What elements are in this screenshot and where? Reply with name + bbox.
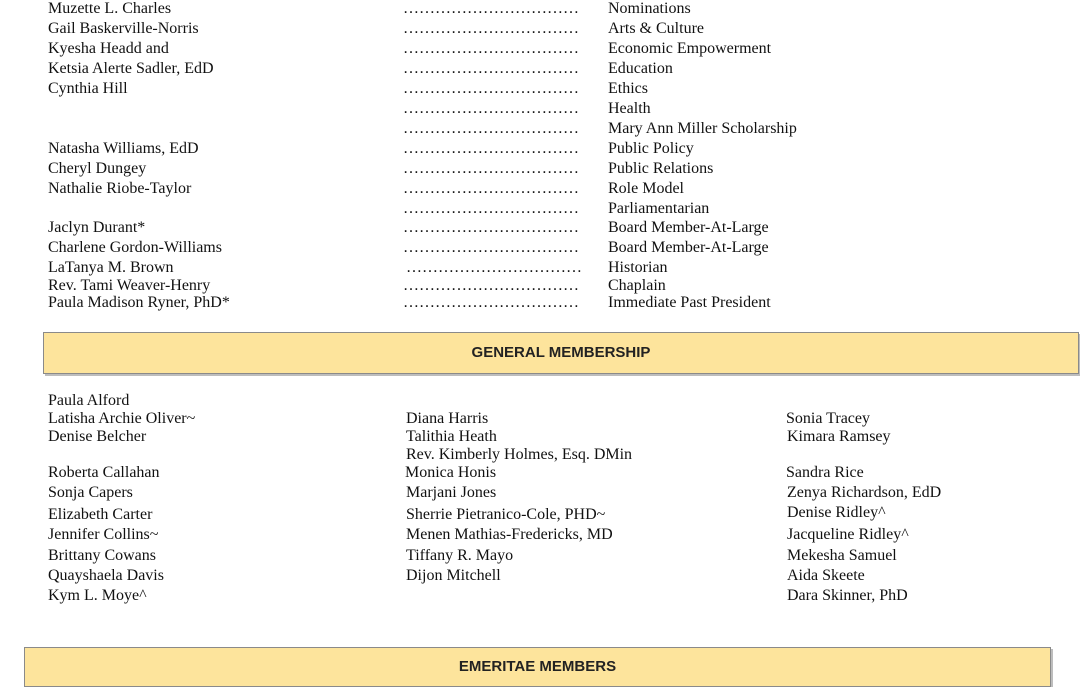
board-name: Muzette L. Charles	[48, 0, 172, 17]
board-role: Arts & Culture	[608, 20, 704, 37]
member-name: Mekesha Samuel	[787, 547, 897, 564]
member-name: Rev. Kimberly Holmes, Esq. DMin	[406, 446, 633, 463]
dot-leader: ……………………………	[403, 294, 579, 311]
board-role: Immediate Past President	[608, 294, 771, 311]
board-role: Mary Ann Miller Scholarship	[608, 120, 797, 137]
member-name: Monica Honis	[405, 464, 497, 481]
board-role: Board Member-At-Large	[608, 239, 769, 256]
dot-leader: ……………………………	[403, 277, 579, 294]
member-name: Jennifer Collins~	[48, 526, 159, 543]
board-name: Jaclyn Durant*	[48, 219, 146, 236]
board-role: Board Member-At-Large	[608, 219, 769, 236]
member-name: Roberta Callahan	[48, 464, 160, 481]
emeritae-members-heading: EMERITAE MEMBERS	[24, 647, 1051, 687]
board-name: LaTanya M. Brown	[48, 259, 174, 276]
board-name: Charlene Gordon-Williams	[48, 239, 222, 256]
member-name: Paula Alford	[48, 392, 130, 409]
member-name: Sonja Capers	[48, 484, 133, 501]
board-name: Cynthia Hill	[48, 80, 128, 97]
member-name: Menen Mathias-Fredericks, MD	[406, 526, 613, 543]
dot-leader: ……………………………	[403, 140, 579, 157]
member-name: Elizabeth Carter	[48, 506, 153, 523]
board-role: Health	[608, 100, 651, 117]
dot-leader: ……………………………	[403, 20, 579, 37]
dot-leader: ……………………………	[403, 100, 579, 117]
member-name: Talithia Heath	[406, 428, 497, 445]
member-name: Kimara Ramsey	[787, 428, 891, 445]
board-role: Nominations	[608, 0, 691, 17]
member-name: Dijon Mitchell	[406, 567, 501, 584]
board-role: Historian	[608, 259, 668, 276]
dot-leader: ……………………………	[403, 120, 579, 137]
dot-leader: ……………………………	[406, 259, 582, 276]
dot-leader: ……………………………	[403, 60, 579, 77]
dot-leader: ……………………………	[403, 160, 579, 177]
board-name: Rev. Tami Weaver-Henry	[48, 277, 211, 294]
member-name: Latisha Archie Oliver~	[48, 410, 196, 427]
member-name: Jacqueline Ridley^	[787, 526, 909, 543]
member-name: Zenya Richardson, EdD	[787, 484, 942, 501]
member-name: Marjani Jones	[406, 484, 497, 501]
member-name: Denise Ridley^	[787, 504, 886, 521]
board-name: Cheryl Dungey	[48, 160, 147, 177]
board-name: Nathalie Riobe-Taylor	[48, 180, 192, 197]
member-name: Brittany Cowans	[48, 547, 156, 564]
member-name: Quayshaela Davis	[48, 567, 164, 584]
member-name: Dara Skinner, PhD	[787, 587, 908, 604]
board-role: Public Relations	[608, 160, 714, 177]
board-name: Natasha Williams, EdD	[48, 140, 199, 157]
member-name: Tiffany R. Mayo	[406, 547, 514, 564]
member-name: Sonia Tracey	[786, 410, 870, 427]
board-name: Paula Madison Ryner, PhD*	[48, 294, 230, 311]
board-role: Public Policy	[608, 140, 694, 157]
board-role: Ethics	[608, 80, 648, 97]
dot-leader: ……………………………	[403, 80, 579, 97]
dot-leader: ……………………………	[403, 200, 579, 217]
member-name: Aida Skeete	[787, 567, 865, 584]
member-name: Diana Harris	[406, 410, 489, 427]
board-role: Role Model	[608, 180, 684, 197]
member-name: Sherrie Pietranico-Cole, PHD~	[406, 506, 606, 523]
dot-leader: ……………………………	[403, 219, 579, 236]
board-name: Ketsia Alerte Sadler, EdD	[48, 60, 214, 77]
board-role: Economic Empowerment	[608, 40, 772, 57]
board-role: Chaplain	[608, 277, 666, 294]
dot-leader: ……………………………	[403, 239, 579, 256]
member-name: Kym L. Moye^	[48, 587, 147, 604]
member-name: Denise Belcher	[48, 428, 147, 445]
member-name: Sandra Rice	[786, 464, 864, 481]
board-name: Kyesha Headd and	[48, 40, 169, 57]
dot-leader: ……………………………	[403, 180, 579, 197]
general-membership-heading: GENERAL MEMBERSHIP	[43, 332, 1079, 374]
board-role: Parliamentarian	[608, 200, 710, 217]
board-name: Gail Baskerville-Norris	[48, 20, 199, 37]
board-role: Education	[608, 60, 673, 77]
dot-leader: ……………………………	[403, 40, 579, 57]
dot-leader: ……………………………	[403, 0, 579, 17]
